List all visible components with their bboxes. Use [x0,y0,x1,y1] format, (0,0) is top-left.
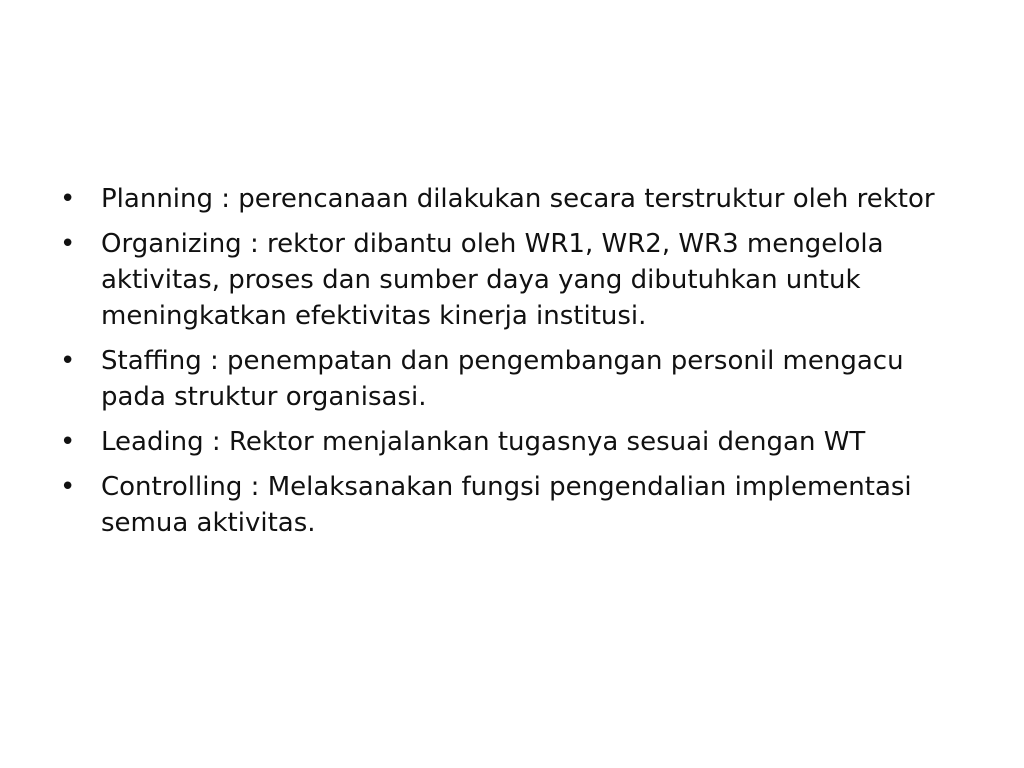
bullet-item-organizing [60,226,960,334]
bullet-item-controlling [60,469,960,541]
bullet-text-leading: Leading : Rektor menjalankan tugasnya sesuai dengan WT [101,427,866,457]
bullet-text-organizing: Organizing : rektor dibantu oleh WR1, WR2, WR3 mengelola aktivitas, proses dan sumber daya yang dibutuhkan untuk meningkatkan efektivitas kinerja institusi. [101,229,884,331]
bullet-icon: • [60,184,76,214]
bullet-item-planning [60,181,960,217]
bullet-list [60,181,960,550]
bullet-icon: • [60,427,76,457]
bullet-icon: • [60,472,76,502]
bullet-icon: • [60,346,76,376]
bullet-item-staffing [60,343,960,415]
bullet-text-staffing: Staffing : penempatan dan pengembangan personil mengacu pada struktur organisasi. [101,346,904,412]
bullet-icon: • [60,229,76,259]
bullet-text-controlling: Controlling : Melaksanakan fungsi pengendalian implementasi semua aktivitas. [101,472,912,538]
bullet-item-leading [60,424,960,460]
bullet-text-planning: Planning : perencanaan dilakukan secara terstruktur oleh rektor [101,184,935,214]
